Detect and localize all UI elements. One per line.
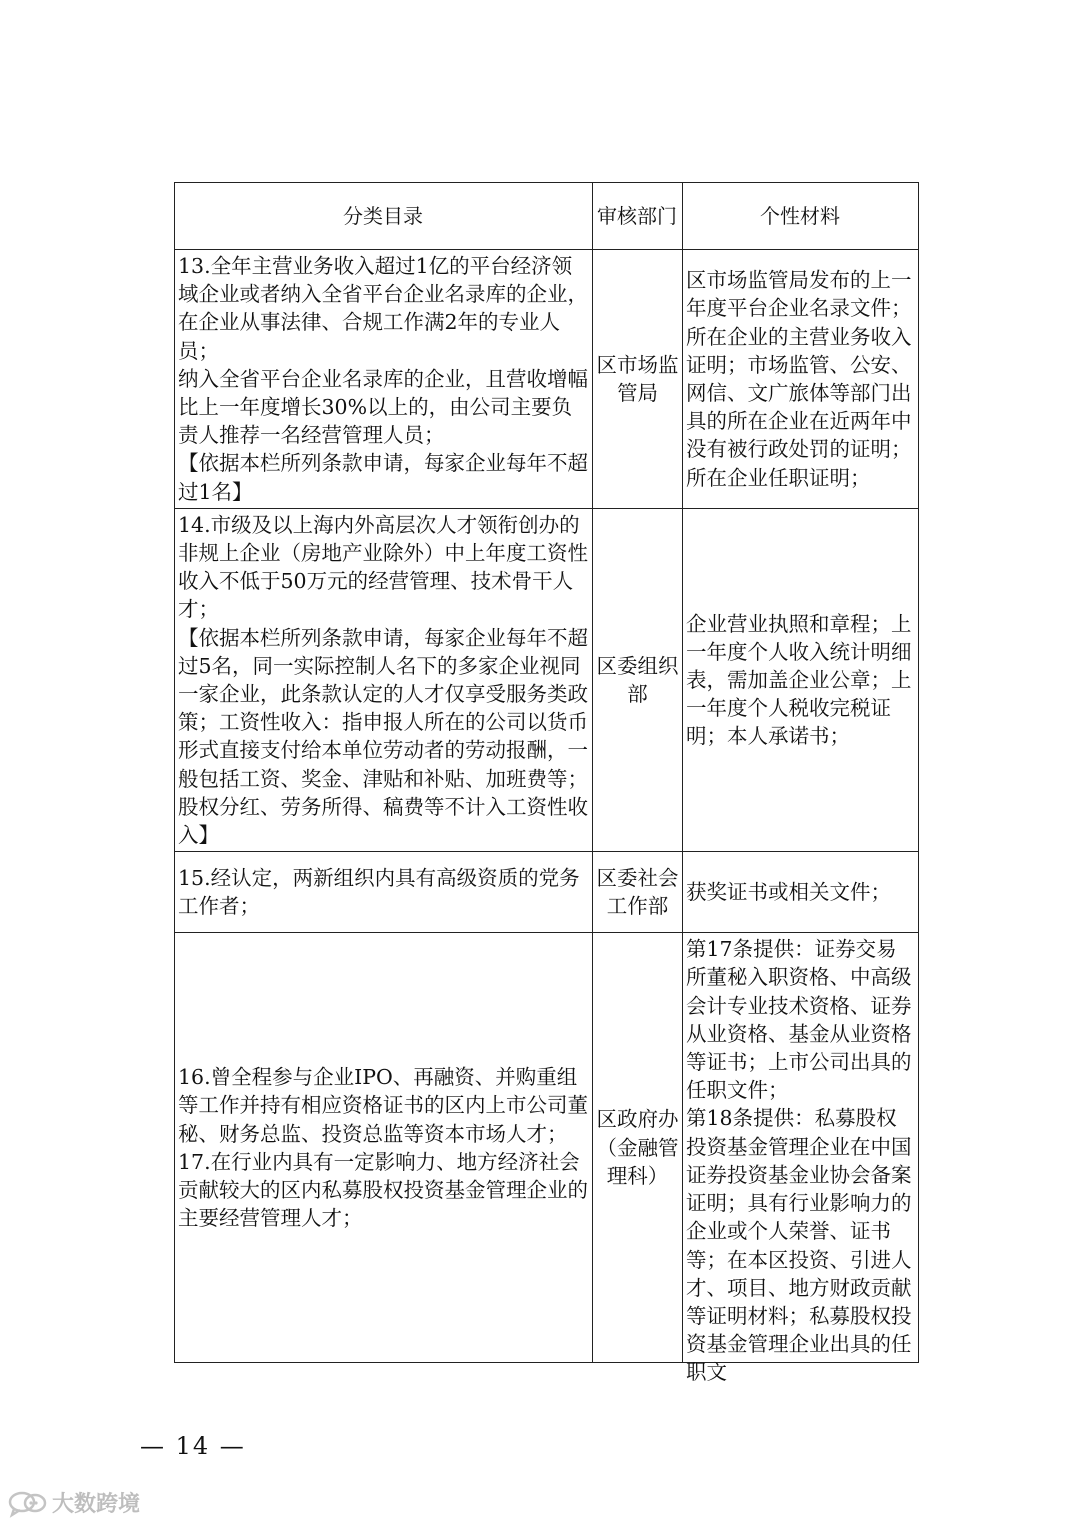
- materials-cell: [683, 852, 919, 933]
- talent-category-table: [174, 182, 919, 1385]
- watermark: [8, 1487, 140, 1518]
- page-number: — 14 —: [140, 1432, 246, 1460]
- materials-cell: [683, 508, 919, 851]
- table-row: [175, 250, 919, 509]
- table-row: [175, 933, 919, 1363]
- materials-text: 第18条提供：私募股权投资基金管理企业在中国证券投资基金业协会备案证明；具有行业影响力的企业或个人荣誉、证书等；在本区投资、引进人才、项目、地方财政贡献等证明材料；私募股权投资基金管理企业出具的任职文: [686, 1106, 912, 1385]
- category-note: 【依据本栏所列条款申请，每家企业每年不超过1名】: [178, 451, 588, 504]
- category-note: 【依据本栏所列条款申请，每家企业每年不超过5名，同一实际控制人名下的多家企业视同一家企业，此条款认定的人才仅享受服务类政策；工资性收入：指申报人所在的公司以货币形式直接支付给本单位劳动者的劳动报酬，一般包括工资、奖金、津贴和补贴、加班费等；股权分红、劳务所得、稿费等不计入工资性收入】: [178, 625, 588, 848]
- department-cell: 区市场监管局: [593, 250, 683, 509]
- category-text: 纳入全省平台企业名录库的企业，且营收增幅比上一年度增长30%以上的，由公司主要负责人推荐一名经营管理人员；: [178, 366, 588, 448]
- materials-cell: [683, 933, 919, 1385]
- materials-text: 所在企业任职证明；: [686, 465, 871, 490]
- category-text: 15.经认定，两新组织内具有高级资质的党务工作者；: [178, 866, 580, 919]
- header-category: 分类目录: [175, 183, 593, 250]
- materials-text: 企业营业执照和章程；上一年度个人收入统计明细表，需加盖企业公章；上一年度个人税收完税证明；本人承诺书；: [686, 611, 912, 749]
- materials-text: 所在企业的主营业务收入证明；市场监管、公安、网信、文广旅体等部门出具的所在企业在近两年中没有被行政处罚的证明；: [686, 324, 912, 462]
- table-header-row: [175, 183, 919, 250]
- table-row: [175, 508, 919, 851]
- department-cell: 区政府办（金融管理科）: [593, 933, 683, 1363]
- category-text: 16.曾全程参与企业IPO、再融资、并购重组等工作并持有相应资格证书的区内上市公司董秘、财务总监、投资总监等资本市场人才；: [178, 1065, 588, 1146]
- materials-text: 区市场监管局发布的上一年度平台企业名录文件；: [686, 268, 912, 321]
- materials-text: 第17条提供：证券交易所董秘入职资格、中高级会计专业技术资格、证券从业资格、基金从业资格等证书；上市公司出具的任职文件；: [686, 937, 912, 1103]
- materials-clip: [686, 935, 914, 1385]
- category-cell: [175, 250, 593, 509]
- table-row: [175, 852, 919, 933]
- header-department: 审核部门: [593, 183, 683, 250]
- category-text: 14.市级及以上海内外高层次人才领衔创办的非规上企业（房地产业除外）中上年度工资性收入不低于50万元的经营管理、技术骨干人才；: [178, 512, 588, 622]
- category-text: 13.全年主营业务收入超过1亿的平台经济领域企业或者纳入全省平台企业名录库的企业，在企业从事法律、合规工作满2年的专业人员；: [178, 254, 588, 363]
- materials-text: 获奖证书或相关文件；: [686, 880, 891, 905]
- category-cell: [175, 852, 593, 933]
- department-cell: 区委组织部: [593, 508, 683, 851]
- header-materials: 个性材料: [683, 183, 919, 250]
- category-text: 17.在行业内具有一定影响力、地方经济社会贡献较大的区内私募股权投资基金管理企业的主要经营管理人才；: [178, 1149, 588, 1231]
- category-cell: [175, 933, 593, 1363]
- category-cell: [175, 508, 593, 851]
- department-cell: 区委社会工作部: [593, 852, 683, 933]
- watermark-text: 大数跨境: [52, 1492, 141, 1517]
- materials-cell: [683, 250, 919, 509]
- chat-bubble-logo-icon: [8, 1490, 48, 1516]
